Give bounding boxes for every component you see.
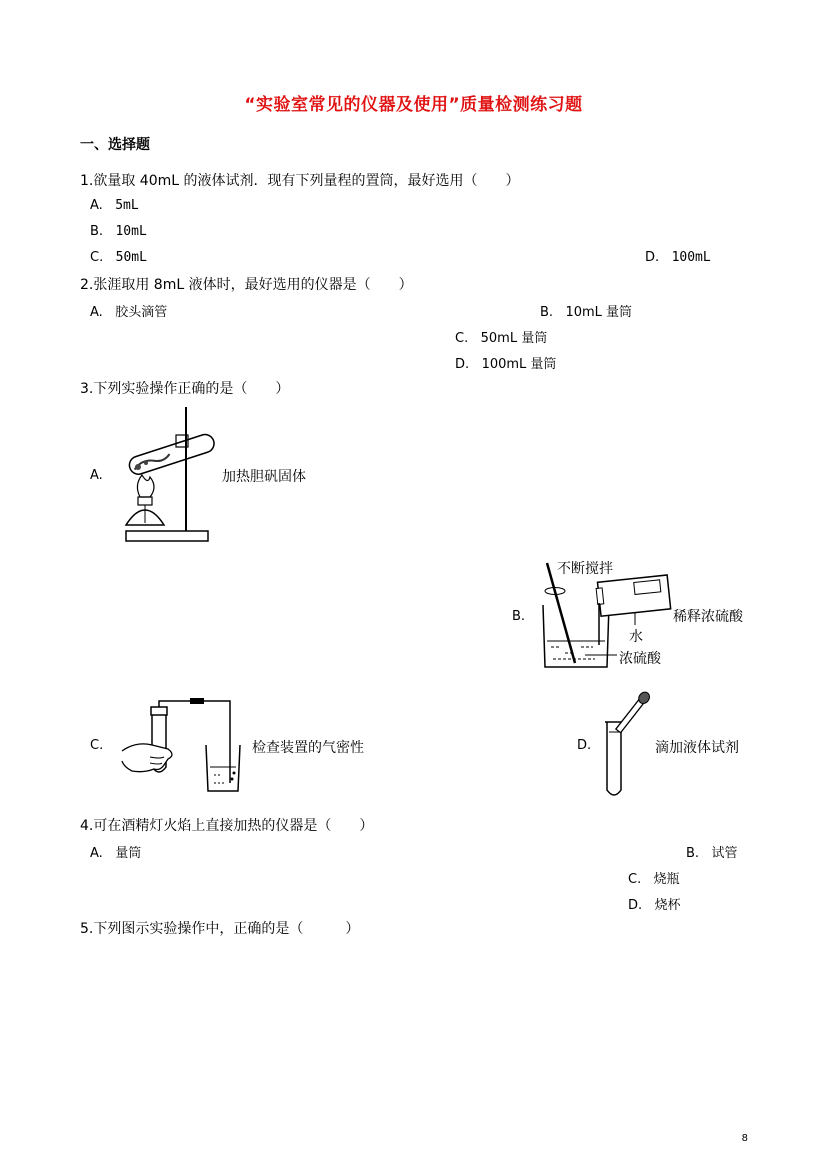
q3-option-d-caption: 滴加液体试剂: [655, 740, 739, 756]
question-3-stem: 3.下列实验操作正确的是（ ）: [80, 381, 290, 397]
option-letter: D.: [628, 898, 643, 913]
label-dilute-acid: 稀释浓硫酸: [673, 609, 743, 625]
q3-option-a-caption: 加热胆矾固体: [222, 469, 306, 485]
option-text: 胶头滴管: [115, 305, 168, 320]
q2-option-c[interactable]: [455, 327, 547, 346]
q4-option-b[interactable]: [686, 842, 737, 861]
heating-apparatus-illustration: [118, 405, 228, 545]
label-stirring: 不断搅拌: [557, 561, 613, 577]
option-text: 5mL: [115, 198, 139, 213]
q3-option-b-letter[interactable]: B.: [512, 609, 526, 624]
q1-option-b[interactable]: [90, 224, 147, 239]
label-conc-acid: 浓硫酸: [619, 651, 661, 667]
option-letter: C.: [90, 250, 104, 265]
q3-option-c-caption: 检查装置的气密性: [252, 740, 364, 756]
question-2-stem: 2.张涯取用 8mL 液体时，最好选用的仪器是（ ）: [80, 277, 413, 293]
airtight-check-illustration: [120, 697, 245, 792]
q2-option-d[interactable]: [455, 353, 556, 372]
option-text: 烧杯: [654, 898, 681, 913]
dropper-illustration: [603, 692, 653, 802]
option-text: 10mL 量筒: [565, 305, 633, 320]
q4-option-a[interactable]: [90, 842, 141, 861]
q3-option-c-letter[interactable]: C.: [90, 738, 104, 753]
option-letter: B.: [686, 846, 700, 861]
option-letter: A.: [90, 198, 103, 213]
question-5-stem: 5.下列图示实验操作中，正确的是（ ）: [80, 921, 360, 937]
q3-option-d-letter[interactable]: D.: [577, 738, 592, 753]
option-text: 100mL 量筒: [481, 357, 557, 372]
option-text: 烧瓶: [653, 872, 680, 887]
q1-option-d[interactable]: [645, 250, 711, 265]
option-letter: A.: [90, 305, 103, 320]
q4-option-d[interactable]: [628, 894, 681, 913]
page-number: 8: [741, 1133, 748, 1144]
option-text: 量筒: [115, 846, 142, 861]
page-title: “实验室常见的仪器及使用”质量检测练习题: [244, 95, 583, 115]
q1-option-c[interactable]: [90, 250, 147, 265]
q2-option-b[interactable]: [540, 301, 632, 320]
option-letter: B.: [540, 305, 554, 320]
question-1-stem: 1.欲量取 40mL 的液体试剂．现有下列量程的置筒，最好选用（ ）: [80, 173, 520, 189]
option-text: 50mL: [115, 250, 147, 265]
option-letter: A.: [90, 846, 103, 861]
option-text: 50mL 量筒: [480, 331, 548, 346]
q3-option-a-letter[interactable]: A.: [90, 468, 103, 483]
q2-option-a[interactable]: [90, 301, 167, 320]
option-letter: B.: [90, 224, 104, 239]
dilution-illustration: [535, 555, 765, 675]
option-letter: D.: [645, 250, 660, 265]
question-4-stem: 4.可在酒精灯火焰上直接加热的仪器是（ ）: [80, 818, 374, 834]
option-letter: D.: [455, 357, 470, 372]
q1-option-a[interactable]: [90, 198, 139, 213]
label-water: 水: [629, 629, 643, 645]
option-text: 100mL: [671, 250, 711, 265]
q4-option-c[interactable]: [628, 868, 680, 887]
option-letter: C.: [455, 331, 469, 346]
option-text: 10mL: [115, 224, 147, 239]
section-heading: 一、选择题: [80, 137, 150, 153]
option-letter: C.: [628, 872, 642, 887]
option-text: 试管: [711, 846, 738, 861]
